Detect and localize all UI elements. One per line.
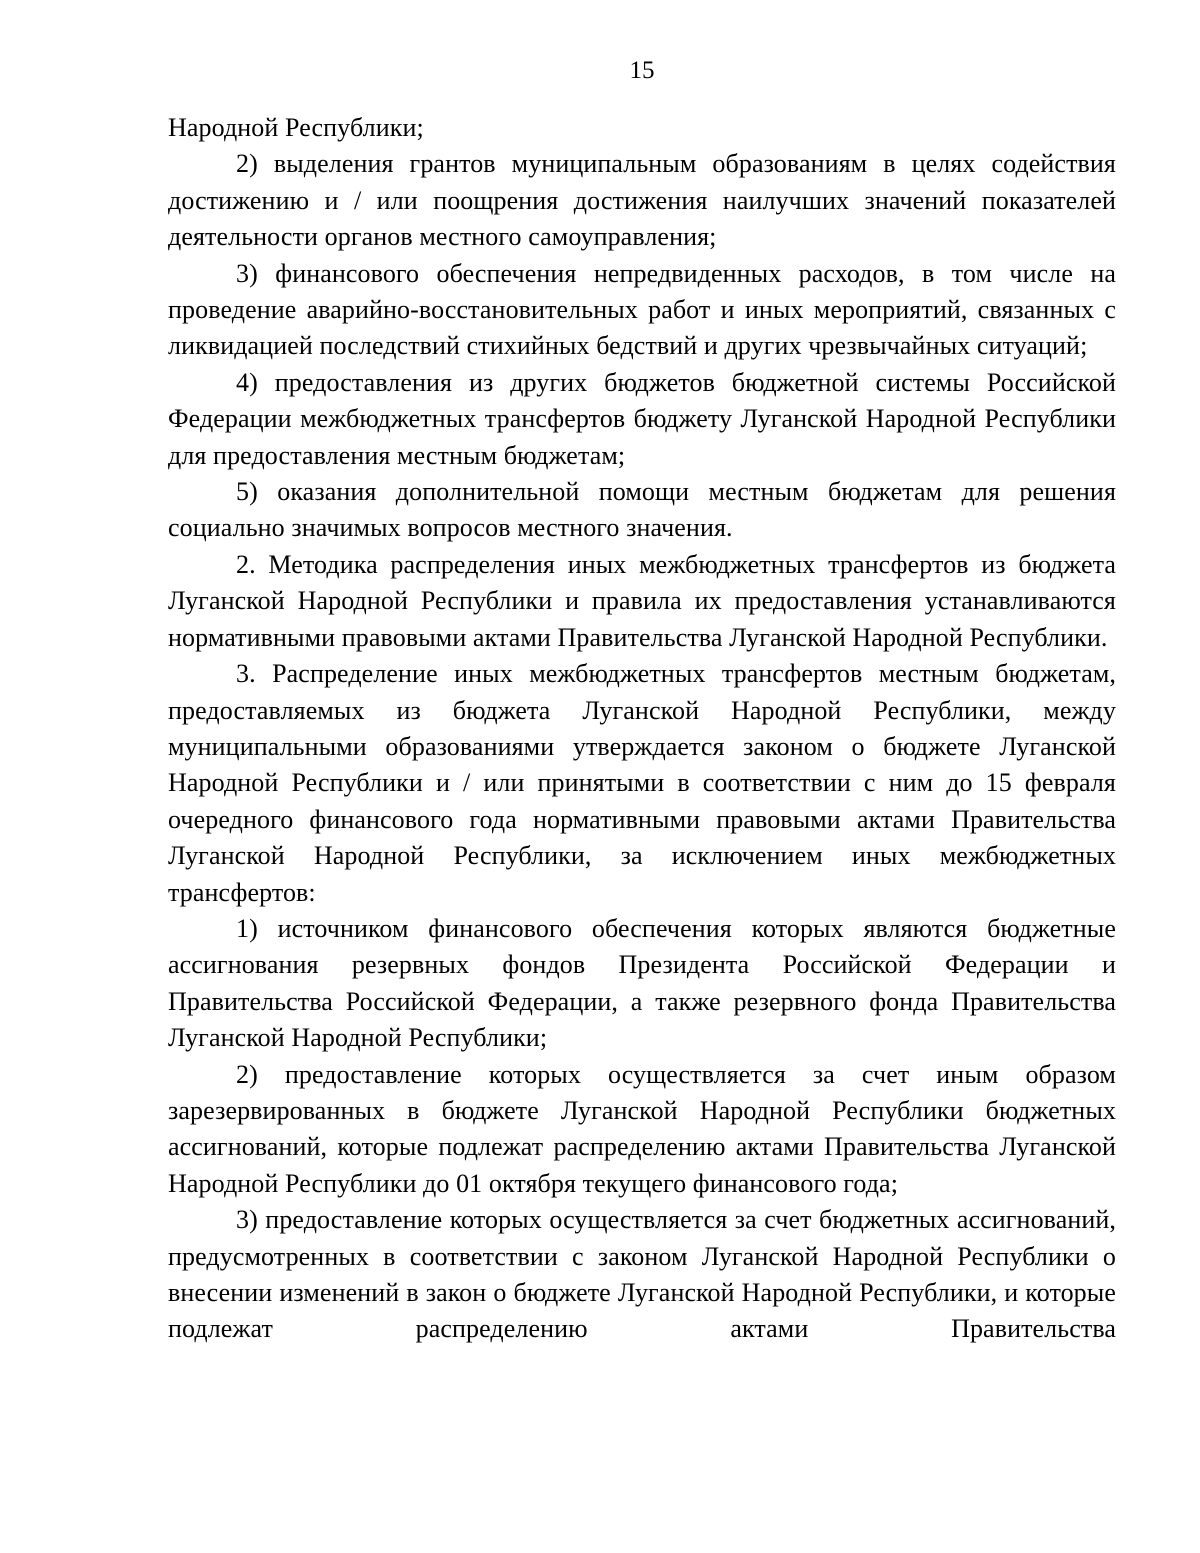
paragraph-item-2-grants: 2) выделения грантов муниципальным образованиям в целях содействия достижению и / или поощрения достижения наилучших значений показателей деятельности органов местного самоуправления; [168, 149, 1116, 252]
paragraph-exception-3-amended-law: 3) предоставление которых осуществляется за счет бюджетных ассигнований, предусмотренных в соответствии с законом Луганской Народной Республики о внесении изменений в закон о бюджете Луганской Народной Республики, и которые подлежат распределению актами Правительства [168, 1205, 1116, 1344]
paragraph-item-3-unforeseen-expenses: 3) финансового обеспечения непредвиденных расходов, в том числе на проведение аварийно-восстановительных работ и иных мероприятий, связанных с ликвидацией последствий стихийных бедствий и других чрезвычайных ситуаций; [168, 258, 1116, 361]
paragraph-exception-1-reserve-funds: 1) источником финансового обеспечения которых являются бюджетные ассигнования резервных фондов Президента Российской Федерации и Правительства Российской Федерации, а также резервного фонда Правительства Луганской Народной Республики; [168, 913, 1116, 1053]
paragraph-item-5-additional-aid: 5) оказания дополнительной помощи местным бюджетам для решения социально значимых вопросов местного значения. [168, 477, 1116, 543]
paragraph-item-4-transfers: 4) предоставления из других бюджетов бюджетной системы Российской Федерации межбюджетных трансфертов бюджету Луганской Народной Республики для предоставления местным бюджетам; [168, 367, 1116, 470]
document-body [168, 110, 1116, 1348]
paragraph-continuation: Народной Республики; [168, 113, 424, 142]
paragraph-section-3-distribution: 3. Распределение иных межбюджетных трансфертов местным бюджетам, предоставляемых из бюджета Луганской Народной Республики, между муниципальными образованиями утверждается законом о бюджете Луганской Народной Республики и / или принятыми в соответствии с ним до 15 февраля очередного финансового года нормативными правовыми актами Правительства Луганской Народной Республики, за исключением иных межбюджетных трансфертов: [168, 659, 1116, 907]
page-number: 15 [629, 57, 655, 84]
paragraph-section-2-methodology: 2. Методика распределения иных межбюджетных трансфертов из бюджета Луганской Народной Республики и правила их предоставления устанавливаются нормативными правовыми актами Правительства Луганской Народной Республики. [168, 549, 1116, 652]
paragraph-exception-2-reserved-allocations: 2) предоставление которых осуществляется за счет иным образом зарезервированных в бюджете Луганской Народной Республики бюджетных ассигнований, которые подлежат распределению актами Правительства Луганской Народной Республики до 01 октября текущего финансового года; [168, 1059, 1116, 1198]
